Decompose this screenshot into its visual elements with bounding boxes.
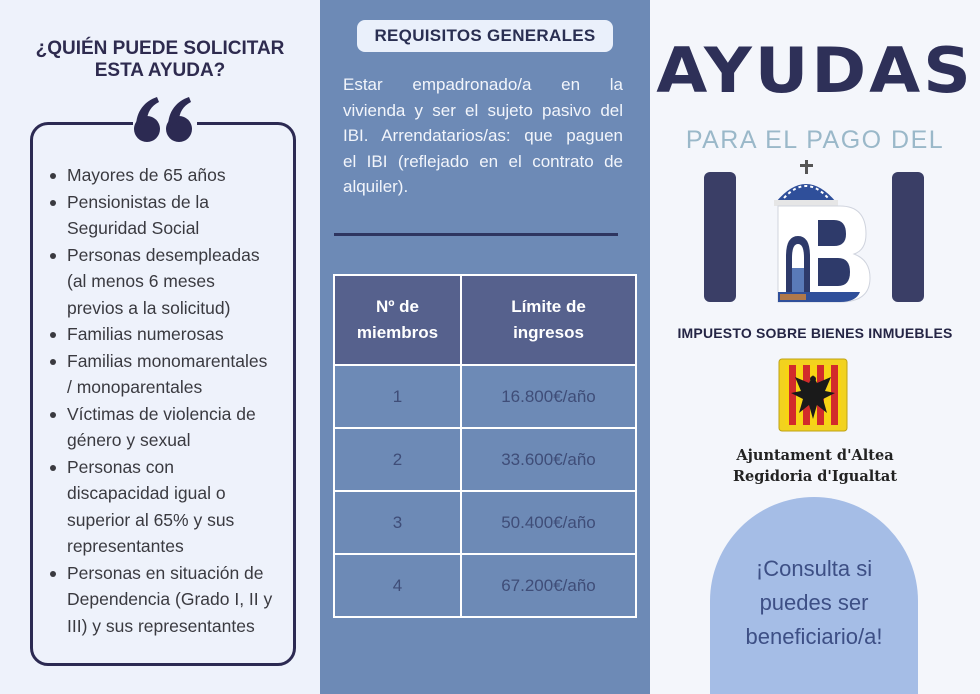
limit-cell: 33.600€/año bbox=[461, 428, 636, 491]
list-item: Víctimas de violencia de género y sexual bbox=[48, 401, 298, 454]
who-can-apply-title: ¿QUIÉN PUEDE SOLICITAR ESTA AYUDA? bbox=[35, 38, 285, 81]
list-item: Personas en situación de Dependencia (Grado I, II y III) y sus representantes bbox=[48, 560, 298, 640]
table-row bbox=[334, 554, 636, 617]
ibi-church-logo bbox=[700, 158, 932, 306]
limit-cell: 50.400€/año bbox=[461, 491, 636, 554]
table-row bbox=[334, 491, 636, 554]
list-item: Familias numerosas bbox=[48, 321, 298, 348]
list-item: Personas con discapacidad igual o superior al 65% y sus representantes bbox=[48, 454, 298, 560]
altea-coat-of-arms-icon bbox=[777, 357, 849, 433]
double-quote-icon bbox=[133, 93, 197, 145]
section-divider bbox=[334, 233, 618, 236]
members-header: Nº de miembros bbox=[334, 275, 461, 365]
members-cell: 3 bbox=[334, 491, 461, 554]
limit-cell: 16.800€/año bbox=[461, 365, 636, 428]
list-item: Mayores de 65 años bbox=[48, 162, 298, 189]
list-item: Pensionistas de la Seguridad Social bbox=[48, 189, 298, 242]
eligibility-list bbox=[48, 162, 298, 639]
members-cell: 2 bbox=[334, 428, 461, 491]
main-heading: AYUDAS bbox=[656, 33, 974, 108]
city-council-name: Ajuntament d'Altea Regidoria d'Igualtat bbox=[732, 447, 898, 485]
table-row bbox=[334, 428, 636, 491]
sub-heading: PARA EL PAGO DEL bbox=[685, 126, 945, 154]
income-limit-table bbox=[333, 274, 637, 618]
list-item: Familias monomarentales / monoparentales bbox=[48, 348, 298, 401]
members-cell: 4 bbox=[334, 554, 461, 617]
tax-name: IMPUESTO SOBRE BIENES INMUEBLES bbox=[677, 325, 953, 341]
members-cell: 1 bbox=[334, 365, 461, 428]
limit-cell: 67.200€/año bbox=[461, 554, 636, 617]
call-to-action-text: ¡Consulta si puedes ser beneficiario/a! bbox=[745, 556, 883, 649]
table-header-row bbox=[334, 275, 636, 365]
table-row bbox=[334, 365, 636, 428]
requirements-text: Estar empadronado/a en la vivienda y ser el sujeto pasivo del IBI. Arrendatarios/as: que paguen el IBI (reflejado en el contrato de alquiler). bbox=[343, 75, 623, 196]
income-limit-header: Límite de ingresos bbox=[461, 275, 636, 365]
requirements-title: REQUISITOS GENERALES bbox=[357, 20, 613, 52]
list-item: Personas desempleadas (al menos 6 meses previos a la solicitud) bbox=[48, 242, 298, 322]
